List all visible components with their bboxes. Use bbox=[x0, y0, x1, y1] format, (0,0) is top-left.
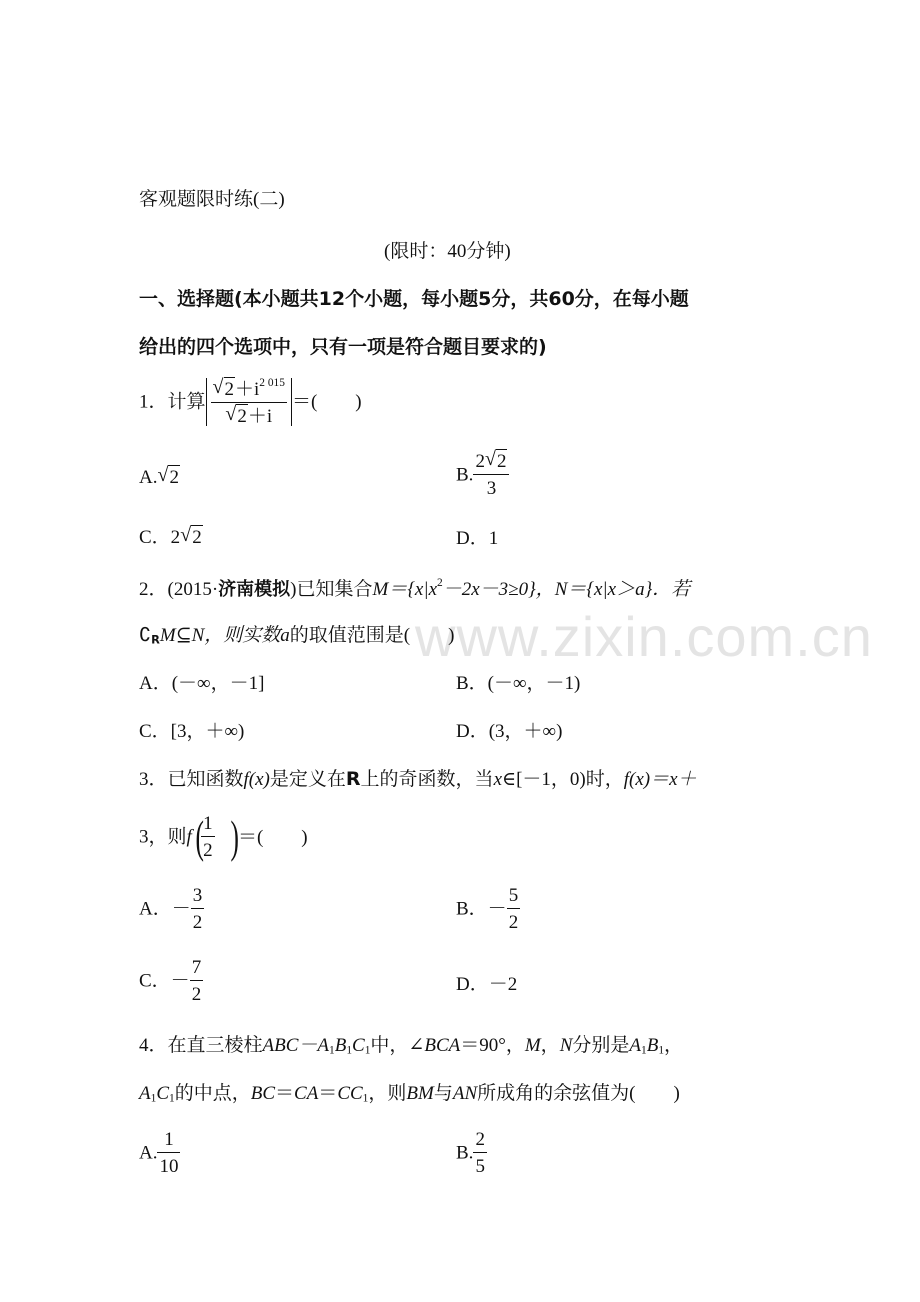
q1-suffix: ＝( ) bbox=[291, 391, 362, 413]
q1-option-c bbox=[139, 528, 203, 547]
q1-b-coef: 2 bbox=[475, 451, 485, 472]
q1-absolute-value bbox=[206, 378, 292, 426]
q2-option-b: B．(－∞，－1) bbox=[456, 673, 581, 694]
q1-option-d: D．1 bbox=[456, 528, 499, 549]
q4-angle: BCA bbox=[424, 1035, 461, 1056]
q2-text-2c: M⊆N，则实数 bbox=[159, 625, 281, 646]
q4-b-label: B. bbox=[456, 1142, 474, 1164]
q3-text-h: f(x)＝x＋ bbox=[623, 769, 697, 790]
q1-exponent: 2 015 bbox=[259, 377, 285, 389]
q1-a-radicand: 2 bbox=[169, 467, 179, 488]
q4-sub-1: 1 bbox=[329, 1044, 335, 1057]
q4-a1-2: A bbox=[139, 1083, 151, 1104]
question-3 bbox=[139, 770, 697, 789]
q3-function: f(x) bbox=[243, 769, 270, 790]
q1-c-label: C．2 bbox=[139, 527, 181, 548]
q4-m: M bbox=[524, 1035, 541, 1056]
q1-den-radicand: 2 bbox=[237, 406, 247, 428]
q4-cc1: CC bbox=[337, 1083, 363, 1104]
q3-text-a: 3．已知函数 bbox=[139, 769, 244, 790]
q1-b-label: B. bbox=[456, 464, 474, 486]
q4-option-a bbox=[139, 1130, 180, 1176]
q4-option-b bbox=[456, 1130, 487, 1176]
question-2-line2 bbox=[139, 626, 454, 646]
q1-den-plus: ＋i bbox=[247, 406, 273, 428]
q4-eq-1: ＝ bbox=[275, 1083, 295, 1104]
q3-b-label: B．－ bbox=[456, 898, 507, 920]
q3-real-set: R bbox=[345, 768, 361, 790]
q2-option-d: D．(3，＋∞) bbox=[456, 721, 563, 742]
q1-num-radicand: 2 bbox=[224, 379, 235, 401]
q4-text-c: 中，∠ bbox=[370, 1035, 425, 1056]
q3-c-label: C．－ bbox=[139, 970, 190, 992]
q4-bm: BM bbox=[406, 1083, 434, 1104]
q4-a-den: 10 bbox=[159, 1156, 179, 1177]
q1-b-den: 3 bbox=[486, 478, 497, 499]
q4-bc: BC bbox=[250, 1083, 275, 1104]
watermark: www.zixin.com.cn bbox=[415, 605, 873, 668]
q4-a-num: 1 bbox=[157, 1130, 180, 1153]
q2-text-a: 2．(2015· bbox=[139, 579, 219, 601]
q2-source: 济南模拟 bbox=[218, 579, 291, 601]
q2-text-i: ＝{x|x＞a}．若 bbox=[567, 579, 691, 601]
question-2 bbox=[139, 578, 690, 599]
q3-b-num: 5 bbox=[507, 886, 521, 909]
q4-sub-8: 1 bbox=[362, 1092, 369, 1105]
q1-b-radicand: 2 bbox=[496, 451, 507, 472]
q4-text-2l: 所成角的余弦值为( ) bbox=[477, 1083, 680, 1104]
q3-option-d: D．－2 bbox=[456, 974, 518, 995]
q1-option-a bbox=[139, 468, 180, 487]
q4-ca: CA bbox=[294, 1083, 319, 1104]
q1-a-label: A. bbox=[139, 467, 158, 488]
q4-sub-7: 1 bbox=[169, 1092, 175, 1105]
q2-text-2e: 的取值范围是( ) bbox=[289, 625, 455, 646]
q4-sub-6: 1 bbox=[150, 1092, 157, 1105]
q3-text-e: 上的奇函数，当 bbox=[360, 769, 494, 790]
q1-c-radicand: 2 bbox=[192, 527, 202, 548]
q4-a-label: A. bbox=[139, 1142, 158, 1164]
q4-eq-2: ＝ bbox=[318, 1083, 338, 1104]
q3-suffix: ＝( ) bbox=[237, 826, 308, 848]
q3-text-2a: 3，则 bbox=[139, 826, 187, 848]
q4-text-e: ＝90°， bbox=[460, 1035, 525, 1056]
q4-sub-4: 1 bbox=[641, 1044, 647, 1057]
question-4-line2 bbox=[139, 1084, 680, 1105]
q1-option-b bbox=[456, 452, 509, 498]
q2-real-set: R bbox=[151, 632, 160, 647]
q4-c: C bbox=[352, 1035, 365, 1056]
q3-text-g: ∈[－1，0)时， bbox=[502, 769, 624, 790]
question-3-line2 bbox=[139, 811, 308, 863]
q3-c-num: 7 bbox=[190, 958, 204, 981]
q2-param-a: a bbox=[280, 625, 290, 646]
q3-option-c bbox=[139, 958, 203, 1004]
q3-a-den: 2 bbox=[192, 912, 203, 933]
document-title: 客观题限时练(二) bbox=[139, 189, 285, 210]
q4-a1: A bbox=[629, 1035, 641, 1056]
q3-right-paren: ) bbox=[230, 811, 239, 863]
q4-an: AN bbox=[452, 1083, 478, 1104]
q2-text-g: －2x－3≥0}， bbox=[442, 579, 555, 601]
question-1 bbox=[139, 378, 362, 426]
q2-option-a: A．(－∞，－1] bbox=[139, 673, 265, 694]
q3-var-x: x bbox=[493, 769, 502, 790]
q2-option-c: C．[3，＋∞) bbox=[139, 721, 245, 742]
q3-arg-den: 2 bbox=[203, 840, 213, 861]
q4-b: B bbox=[334, 1035, 347, 1056]
section-heading: 一、选择题(本小题共12个小题，每小题5分，共60分，在每小题 bbox=[139, 288, 689, 310]
q2-set-n: N bbox=[554, 579, 568, 601]
q4-text-2h: ，则 bbox=[368, 1083, 407, 1104]
q4-comma-2: ， bbox=[664, 1035, 684, 1056]
q4-n: N bbox=[559, 1035, 573, 1056]
q3-arg-num: 1 bbox=[201, 814, 215, 837]
q1-prefix: 1．计算 bbox=[139, 391, 206, 413]
q3-option-b bbox=[456, 886, 520, 932]
section-heading-line2: 给出的四个选项中，只有一项是符合题目要求的) bbox=[139, 336, 547, 358]
q2-text-c: )已知集合 bbox=[290, 579, 373, 601]
q2-square: 2 bbox=[437, 577, 443, 589]
q4-text-i: 分别是 bbox=[572, 1035, 630, 1056]
q3-option-a bbox=[139, 886, 204, 932]
time-limit: (限时：40分钟) bbox=[384, 241, 511, 262]
q4-c1: C bbox=[156, 1083, 169, 1104]
q4-b-num: 2 bbox=[473, 1130, 487, 1153]
q3-a-label: A．－ bbox=[139, 898, 191, 920]
q4-text-2b: 的中点， bbox=[174, 1083, 251, 1104]
q4-sub-3: 1 bbox=[364, 1044, 371, 1057]
q4-sub-2: 1 bbox=[346, 1044, 353, 1057]
q2-set-m: M bbox=[372, 579, 389, 601]
q3-b-den: 2 bbox=[508, 912, 519, 933]
q1-fraction bbox=[211, 378, 287, 426]
q3-left-paren: ( bbox=[195, 811, 204, 863]
q3-c-den: 2 bbox=[191, 984, 202, 1005]
question-4 bbox=[139, 1036, 683, 1057]
q3-a-num: 3 bbox=[191, 886, 205, 909]
q1-num-plus: ＋i bbox=[235, 379, 260, 401]
q4-b1: B bbox=[646, 1035, 659, 1056]
q3-text-c: 是定义在 bbox=[269, 769, 346, 790]
q4-comma: ， bbox=[540, 1035, 560, 1056]
q2-text-e: ＝{x|x bbox=[388, 579, 438, 601]
q4-prism: ABC－A bbox=[262, 1035, 330, 1056]
q4-text-2j: 与 bbox=[433, 1083, 453, 1104]
q3-f: f bbox=[186, 826, 192, 848]
q2-complement: ∁ bbox=[139, 625, 152, 646]
q4-b-den: 5 bbox=[475, 1156, 485, 1177]
q4-sub-5: 1 bbox=[658, 1044, 665, 1057]
q4-text-a: 4．在直三棱柱 bbox=[139, 1035, 263, 1056]
